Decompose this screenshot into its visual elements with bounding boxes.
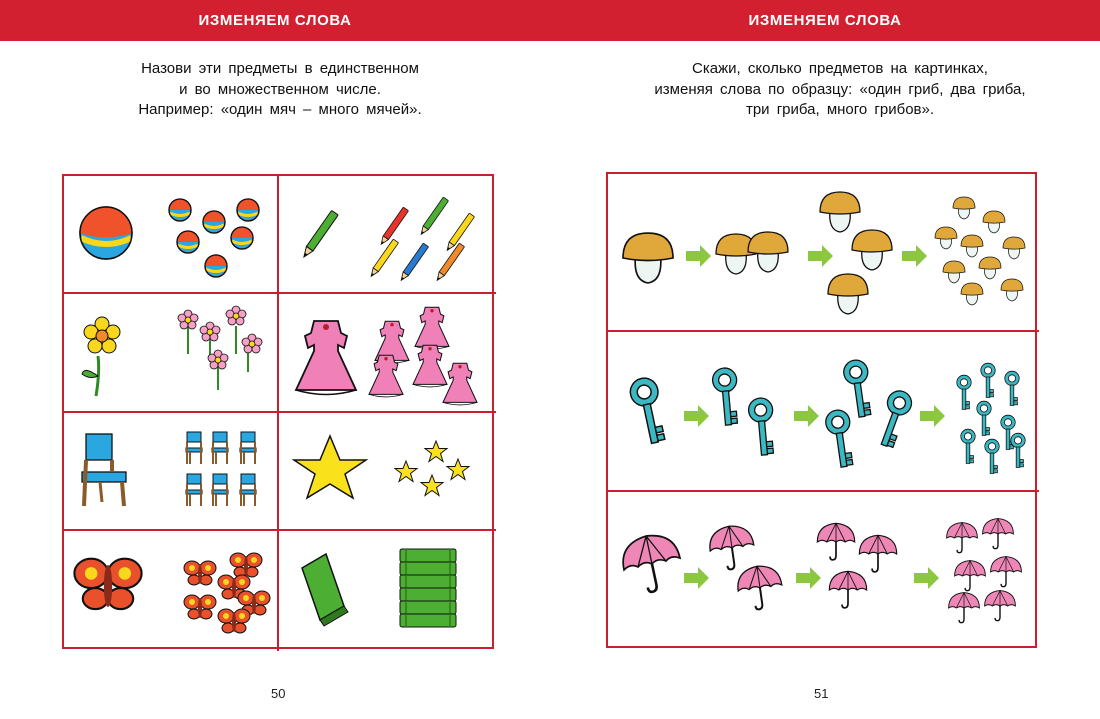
pencil-single-icon bbox=[301, 210, 339, 259]
butterflies-many-icon bbox=[184, 553, 270, 633]
flowers-many-icon bbox=[178, 306, 262, 390]
star-single-icon bbox=[294, 436, 366, 498]
umbrella-two-icon bbox=[707, 523, 785, 612]
right-page-header: ИЗМЕНЯЕМ СЛОВА bbox=[550, 0, 1100, 41]
left-grid-svg bbox=[64, 176, 496, 651]
left-instruction-line-3: Например: «один мяч – много мячей». bbox=[138, 101, 422, 118]
key-one-icon bbox=[628, 376, 669, 446]
flower-single-icon bbox=[82, 317, 120, 396]
arrow-right-icon bbox=[796, 567, 821, 589]
arrow-right-icon bbox=[920, 405, 945, 427]
left-instruction-line-2: и во множественном числе. bbox=[179, 80, 381, 98]
arrow-right-icon bbox=[684, 567, 709, 589]
pencils-many-icon bbox=[369, 197, 475, 282]
arrow-right-icon bbox=[808, 245, 833, 267]
arrow-right-icon bbox=[686, 245, 711, 267]
right-instruction-line-1: Скажи, сколько предметов на картинках, bbox=[692, 60, 988, 77]
chair-single-icon bbox=[82, 434, 126, 506]
right-instruction bbox=[600, 59, 1080, 121]
left-picture-grid bbox=[62, 174, 494, 649]
right-grid-svg bbox=[608, 174, 1039, 650]
arrow-right-icon bbox=[684, 405, 709, 427]
mushroom-one-icon bbox=[623, 233, 673, 283]
arrow-right-icon bbox=[914, 567, 939, 589]
stars-many-icon bbox=[395, 441, 469, 496]
arrow-right-icon bbox=[794, 405, 819, 427]
butterfly-single-icon bbox=[74, 559, 141, 609]
dress-single-icon bbox=[296, 321, 356, 395]
right-instruction-line-3: три гриба, много грибов». bbox=[745, 101, 935, 118]
left-instruction bbox=[60, 59, 500, 121]
mushroom-many-icon bbox=[935, 197, 1025, 305]
right-page bbox=[550, 0, 1100, 719]
umbrella-three-icon bbox=[817, 523, 896, 608]
chairs-many-icon bbox=[186, 432, 256, 506]
key-three-icon bbox=[824, 359, 915, 469]
mushroom-three-icon bbox=[820, 192, 892, 314]
right-instruction-line-2: изменяя слова по образцу: «один гриб, два гриба, bbox=[654, 80, 1026, 98]
book-single-icon bbox=[302, 554, 348, 626]
umbrella-many-icon bbox=[947, 519, 1022, 623]
key-two-icon bbox=[712, 367, 777, 456]
page-number-right: 51 bbox=[814, 686, 829, 701]
ball-single-icon bbox=[80, 207, 132, 259]
books-many-icon bbox=[400, 549, 456, 627]
arrow-right-icon bbox=[902, 245, 927, 267]
umbrella-one-icon bbox=[618, 530, 686, 597]
left-instruction-line-1: Назови эти предметы в единственном bbox=[141, 60, 419, 77]
dresses-many-icon bbox=[369, 307, 477, 405]
page-number-left: 50 bbox=[271, 686, 286, 701]
left-page-header: ИЗМЕНЯЕМ СЛОВА bbox=[0, 0, 550, 41]
balls-many-icon bbox=[169, 199, 259, 277]
key-many-icon bbox=[957, 363, 1025, 473]
right-picture-grid bbox=[606, 172, 1037, 648]
mushroom-two-icon bbox=[716, 232, 788, 274]
